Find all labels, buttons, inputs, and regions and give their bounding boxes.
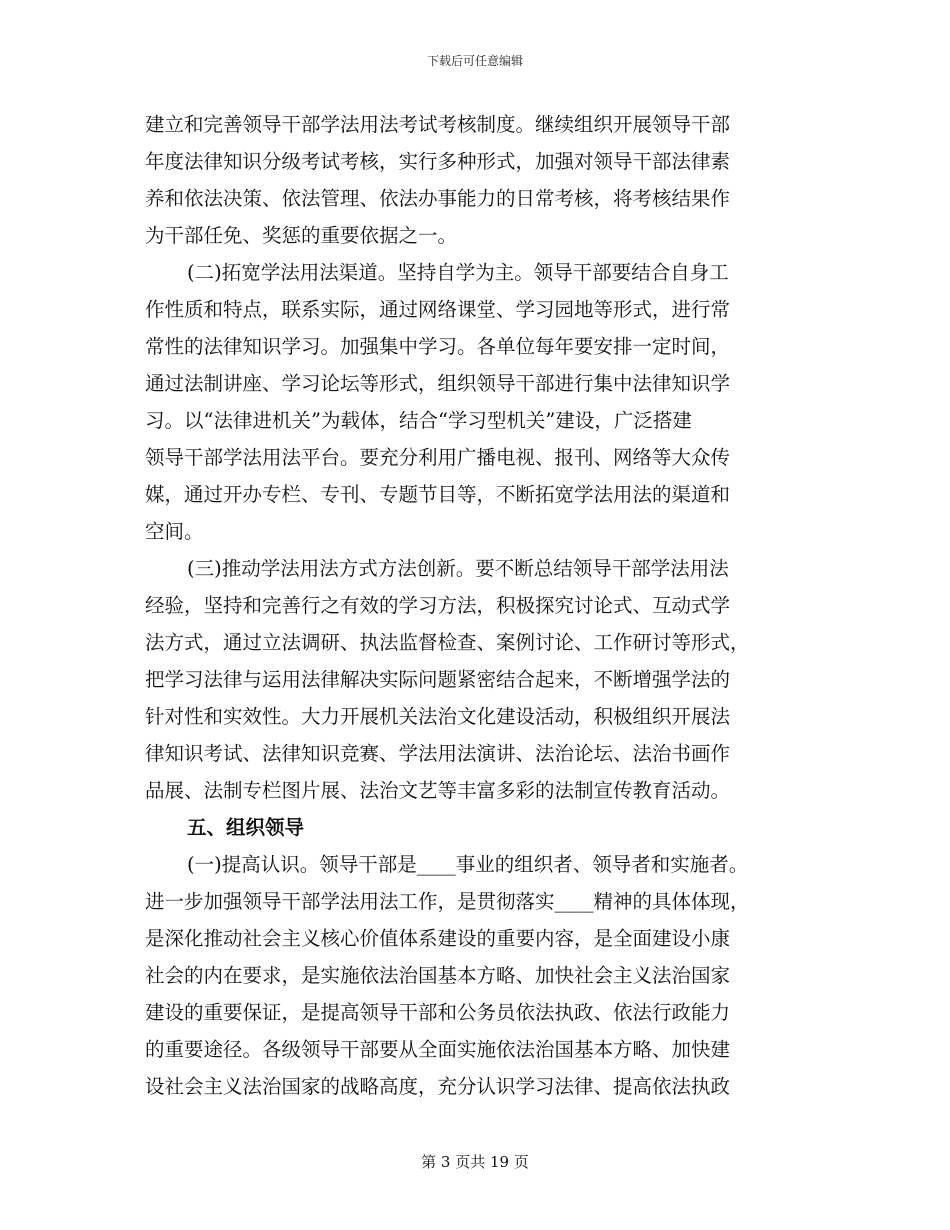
text-line: 空间。	[145, 520, 204, 543]
text-line: 作性质和特点，联系实际，通过网络课堂、学习园地等形式，进行常	[145, 298, 731, 321]
text-line: 媒，通过开办专栏、专刊、专题节目等，不断拓宽学法用法的渠道和	[145, 483, 731, 506]
text-line: 是深化推动社会主义核心价值体系建设的重要内容，是全面建设小康	[145, 927, 731, 950]
text-line: 设社会主义法治国家的战略高度，充分认识学习法律、提高依法执政	[145, 1075, 731, 1098]
text-line: 为干部任免、奖惩的重要依据之一。	[145, 224, 458, 247]
text-line: 针对性和实效性。大力开展机关法治文化建设活动，积极组织开展法	[145, 705, 731, 728]
text-line: 经验，坚持和完善行之有效的学习方法，积极探究讨论式、互动式学	[145, 594, 731, 617]
text-line: 把学习法律与运用法律解决实际问题紧密结合起来，不断增强学法的	[145, 668, 731, 691]
paragraph-start-line: (一)提高认识。领导干部是____事业的组织者、领导者和实施者。	[187, 853, 749, 876]
text-line: 建设的重要保证，是提高领导干部和公务员依法执政、依法行政能力	[145, 1001, 731, 1024]
text-line: 法方式，通过立法调研、执法监督检查、案例讨论、工作研讨等形式，	[145, 631, 750, 654]
text-line: 年度法律知识分级考试考核，实行多种形式，加强对领导干部法律素	[145, 150, 731, 173]
text-line: 进一步加强领导干部学法用法工作，是贯彻落实____精神的具体体现，	[145, 890, 750, 913]
text-line: 通过法制讲座、学习论坛等形式，组织领导干部进行集中法律知识学	[145, 372, 731, 395]
text-line: 社会的内在要求，是实施依法治国基本方略、加快社会主义法治国家	[145, 964, 731, 987]
text-line: 的重要途径。各级领导干部要从全面实施依法治国基本方略、加快建	[145, 1038, 731, 1061]
text-line: 律知识考试、法律知识竞赛、学法用法演讲、法治论坛、法治书画作	[145, 742, 731, 765]
paragraph-start-line: (三)推动学法用法方式方法创新。要不断总结领导干部学法用法	[187, 557, 729, 580]
text-line: 养和依法决策、依法管理、依法办事能力的日常考核，将考核结果作	[145, 187, 731, 210]
text-line: 习。以“法律进机关”为载体，结合“学习型机关”建设，广泛搭建	[145, 409, 692, 432]
text-line: 常性的法律知识学习。加强集中学习。各单位每年要安排一定时间，	[145, 335, 731, 358]
section-heading: 五、组织领导	[187, 816, 305, 839]
paragraph-start-line: (二)拓宽学法用法渠道。坚持自学为主。领导干部要结合自身工	[187, 261, 729, 284]
page-footer: 第 3 页共 19 页	[421, 1153, 529, 1171]
page-header: 下载后可任意编辑	[426, 54, 523, 68]
text-line: 建立和完善领导干部学法用法考试考核制度。继续组织开展领导干部	[145, 113, 731, 136]
text-line: 领导干部学法用法平台。要充分利用广播电视、报刊、网络等大众传	[145, 446, 731, 469]
text-line: 品展、法制专栏图片展、法治文艺等丰富多彩的法制宣传教育活动。	[145, 779, 731, 802]
